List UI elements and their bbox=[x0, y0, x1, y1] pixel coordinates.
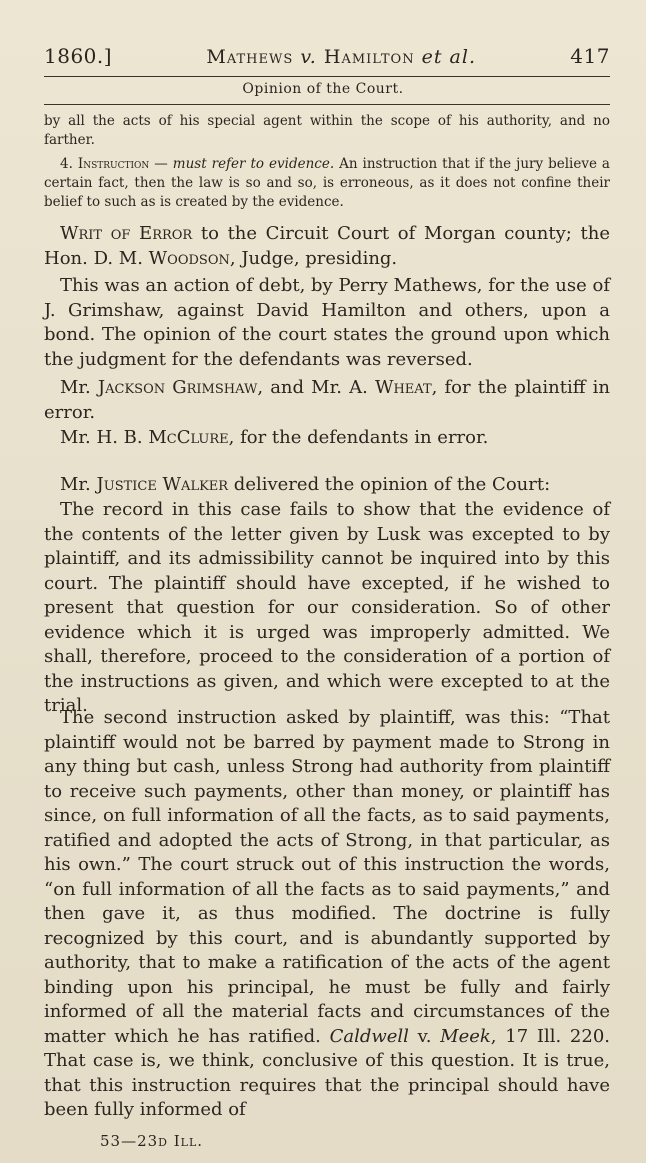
header-year: 1860.] bbox=[44, 44, 113, 68]
writ-of-error: Writ of Error to the Circuit Court of Morgan county; the Hon. D. M. Woodson, Judge, presiding. bbox=[44, 223, 610, 269]
headnote-4: 4. Instruction — must refer to evidence. An instruction that if the jury believe a certain fact, then the law is so and so, is erroneous, as it does not confine their belief to such as is created by the evidence. bbox=[44, 156, 610, 210]
statement-of-facts: This was an action of debt, by Perry Mathews, for the use of J. Grimshaw, against David Hamilton and others, upon a bond. The opinion of the court states the ground upon which the judgment for the defendants was reversed. bbox=[44, 275, 610, 370]
opinion-intro: Mr. Justice Walker delivered the opinion of the Court: bbox=[60, 474, 551, 495]
signature-mark: 53—23d Ill. bbox=[100, 1132, 204, 1150]
running-header bbox=[44, 44, 610, 68]
citation-caldwell: Caldwell bbox=[329, 1025, 409, 1047]
section-subhead: Opinion of the Court. bbox=[242, 81, 404, 97]
opinion-paragraph-1: The record in this case fails to show that the evidence of the contents of the letter given by Lusk was excepted to by plaintiff, and its admissibility cannot be inquired into by this court. The plaintiff should have excepted, if he wished to present that question for our consideration. So of other evidence which it is urged was improperly admitted. We shall, therefore, proceed to the consideration of a portion of the instructions as given, and which were excepted to at the trial. bbox=[44, 499, 610, 716]
page-number: 417 bbox=[570, 44, 610, 68]
counsel-plaintiff: Mr. Jackson Grimshaw, and Mr. A. Wheat, for the plaintiff in error. bbox=[44, 377, 610, 423]
opinion-paragraph-2: The second instruction asked by plaintiff, was this: “That plaintiff would not be barred by payment made to Strong in any thing but cash, unless Strong had authority from plaintiff to receive such payments, other than money, or plaintiff has since, on full information of all the facts, as to said payments, ratified and adopted the acts of Strong, in that particular, as his own.” The court struck out of this instruction the words, “on full information of all the facts as to said payments,” and then gave it, as thus modified. The doctrine is fully recognized by this court, and is abundantly supported by authority, that to make a ratification of the acts of the agent binding upon his principal, he must be fully and fairly informed of all the material facts and circumstances of the matter which he has ratified. Caldwell v. Meek, 17 Ill. 220. That case is, we think, conclusive of this question. It is true, that this instruction requires that the principal should have been fully informed of bbox=[44, 707, 610, 1120]
header-case-title: Mathews v. Hamilton et al. bbox=[206, 46, 476, 68]
counsel-defendants: Mr. H. B. McClure, for the defendants in error. bbox=[60, 427, 489, 448]
citation-meek: Meek bbox=[440, 1025, 491, 1047]
subhead-rule bbox=[44, 104, 610, 105]
header-rule bbox=[44, 76, 610, 77]
headnote-continuation: by all the acts of his special agent within the scope of his authority, and no farther. bbox=[44, 113, 610, 148]
